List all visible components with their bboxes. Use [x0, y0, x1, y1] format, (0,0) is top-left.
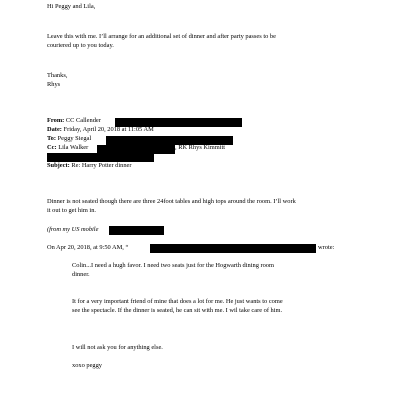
- quote-intro: On Apr 20, 2018, at 9:50 AM, “: [47, 244, 129, 251]
- to-label: To:: [47, 135, 56, 142]
- reply-line-1: Dinner is not seated though there are three 24foot tables and high tops around the room. I’ll work: [47, 198, 296, 205]
- from-row: [47, 117, 101, 126]
- redaction-sender: [150, 244, 316, 253]
- from-value: CC Callender: [65, 117, 101, 124]
- cc-label: Cc:: [47, 144, 57, 151]
- mobile-note: (from my US mobile: [47, 226, 99, 233]
- body-line-2: couriered up to you today.: [47, 42, 114, 49]
- quote-intro-end: wrote:: [318, 244, 335, 251]
- quoted-p2-line-2: see the spectacle. If the dinner is seated, he can sit with me. I wil take care of him.: [72, 307, 283, 314]
- body-line-1: Leave this with me. I’ll arrange for an additional set of dinner and after party passes to be: [47, 33, 276, 40]
- to-row: [47, 135, 91, 144]
- to-value: Peggy Siegal: [57, 135, 92, 142]
- signature: Rhys: [47, 81, 61, 88]
- redaction-mobile: [109, 226, 164, 235]
- quoted-p2-line-1: It for a very important friend of mine that does a lot for me. He just wants to come: [72, 298, 283, 305]
- reply-line-2: it out to get him in.: [47, 207, 96, 214]
- subject-label: Subject:: [47, 162, 70, 169]
- quoted-p1-line-2: dinner.: [72, 271, 90, 278]
- cc-value-2: , RK Rhys Kimmitt: [175, 144, 226, 151]
- cc-value: Lila Walker: [58, 144, 89, 151]
- from-label: From:: [47, 117, 65, 124]
- greeting: Hi Peggy and Lila,: [47, 3, 96, 10]
- subject-value: Re: Harry Potter dinner: [71, 162, 132, 169]
- date-value: Friday, April 20, 2018 at 11:05 AM: [63, 126, 154, 133]
- redaction-cc-email-2: [47, 153, 154, 162]
- quoted-closing: xoxo peggy: [72, 362, 102, 369]
- quoted-p3: I will not ask you for anything else.: [72, 344, 163, 351]
- subject-row: [47, 162, 132, 171]
- cc-row: [47, 144, 88, 153]
- quoted-p1-line-1: Colin...I need a hugh favor. I need two seats just for the Hogwarth dining room: [72, 262, 274, 269]
- date-row: [47, 126, 154, 135]
- date-label: Date:: [47, 126, 62, 133]
- signoff: Thanks,: [47, 72, 68, 79]
